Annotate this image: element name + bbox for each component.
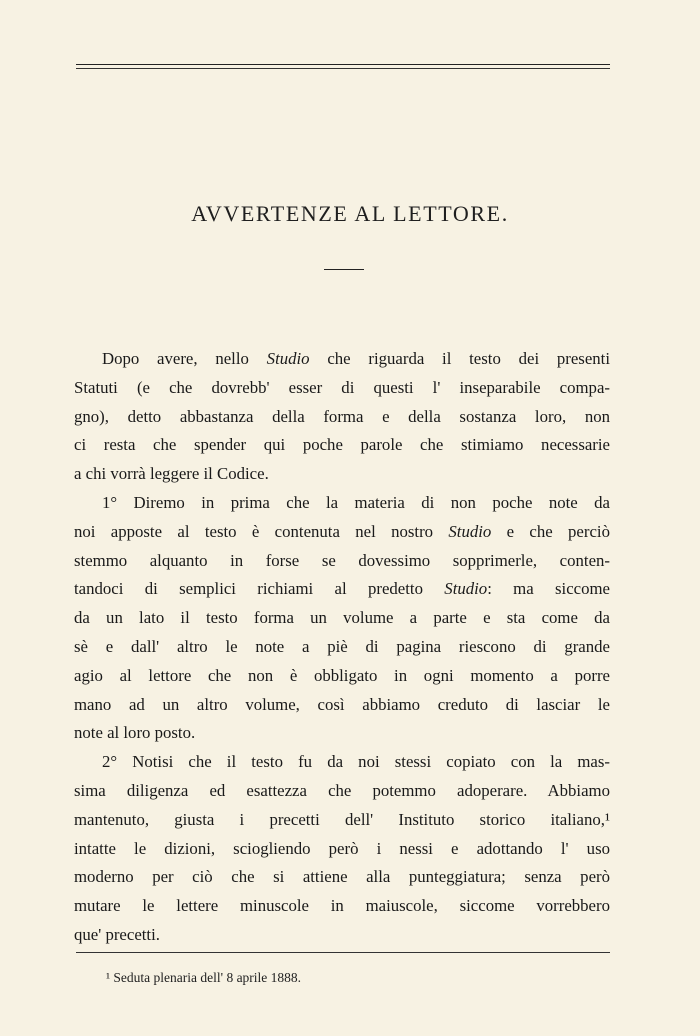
paragraph-2-line: stemmo alquanto in forse se dovessimo sopprimerle, conten-: [74, 550, 610, 570]
paragraph-1-line: gno), detto abbastanza della forma e della sostanza loro, non: [74, 406, 610, 426]
paragraph-2-line: note al loro posto.: [74, 723, 196, 743]
paragraph-3-line: moderno per ciò che si attiene alla punteggiatura; senza però: [74, 867, 610, 887]
paragraph-2-line: tandoci di semplici richiami al predetto Studio: ma siccome: [74, 579, 610, 599]
footnote-separator-rule: [76, 952, 610, 953]
paragraph-2-line: 1° Diremo in prima che la materia di non poche note da: [102, 492, 610, 512]
paragraph-1-line: ci resta che spender qui poche parole che stimiamo necessarie: [74, 435, 610, 455]
paragraph-2-line: noi apposte al testo è contenuta nel nostro Studio e che perciò: [74, 521, 610, 541]
paragraph-3-line: 2° Notisi che il testo fu da noi stessi copiato con la mas-: [102, 752, 610, 772]
paragraph-2-line: sè e dall' altro le note a piè di pagina riescono di grande: [74, 636, 610, 656]
paragraph-1-line: Dopo avere, nello Studio che riguarda il testo dei presenti: [102, 349, 610, 368]
paragraph-3-line: intatte le dizioni, sciogliendo però i nessi e adottando l' uso: [74, 838, 610, 858]
paragraph-1-line: a chi vorrà leggere il Codice.: [74, 464, 269, 484]
paragraph-3-line: sima diligenza ed esattezza che potemmo adoperare. Abbiamo: [74, 780, 610, 800]
top-double-rule: [76, 64, 610, 69]
page-title: AVVERTENZE AL LETTORE.: [191, 201, 509, 226]
paragraph-3-line: mantenuto, giusta i precetti dell' Instituto storico italiano,¹: [74, 809, 610, 829]
paragraph-2-line: da un lato il testo forma un volume a parte e sta come da: [74, 608, 610, 628]
paragraph-3-line: que' precetti.: [74, 924, 160, 944]
paragraph-2-line: agio al lettore che non è obbligato in ogni momento a porre: [74, 665, 610, 685]
paragraph-2-line: mano ad un altro volume, così abbiamo creduto di lasciar le: [74, 694, 610, 714]
body-text: [74, 345, 610, 950]
paragraph-1-line: Statuti (e che dovrebb' esser di questi l' inseparabile compa-: [74, 377, 610, 397]
title-separator-rule: [324, 269, 364, 270]
footnote: ¹ Seduta plenaria dell' 8 aprile 1888.: [106, 970, 302, 985]
paragraph-3-line: mutare le lettere minuscole in maiuscole, siccome vorrebbero: [74, 896, 610, 916]
